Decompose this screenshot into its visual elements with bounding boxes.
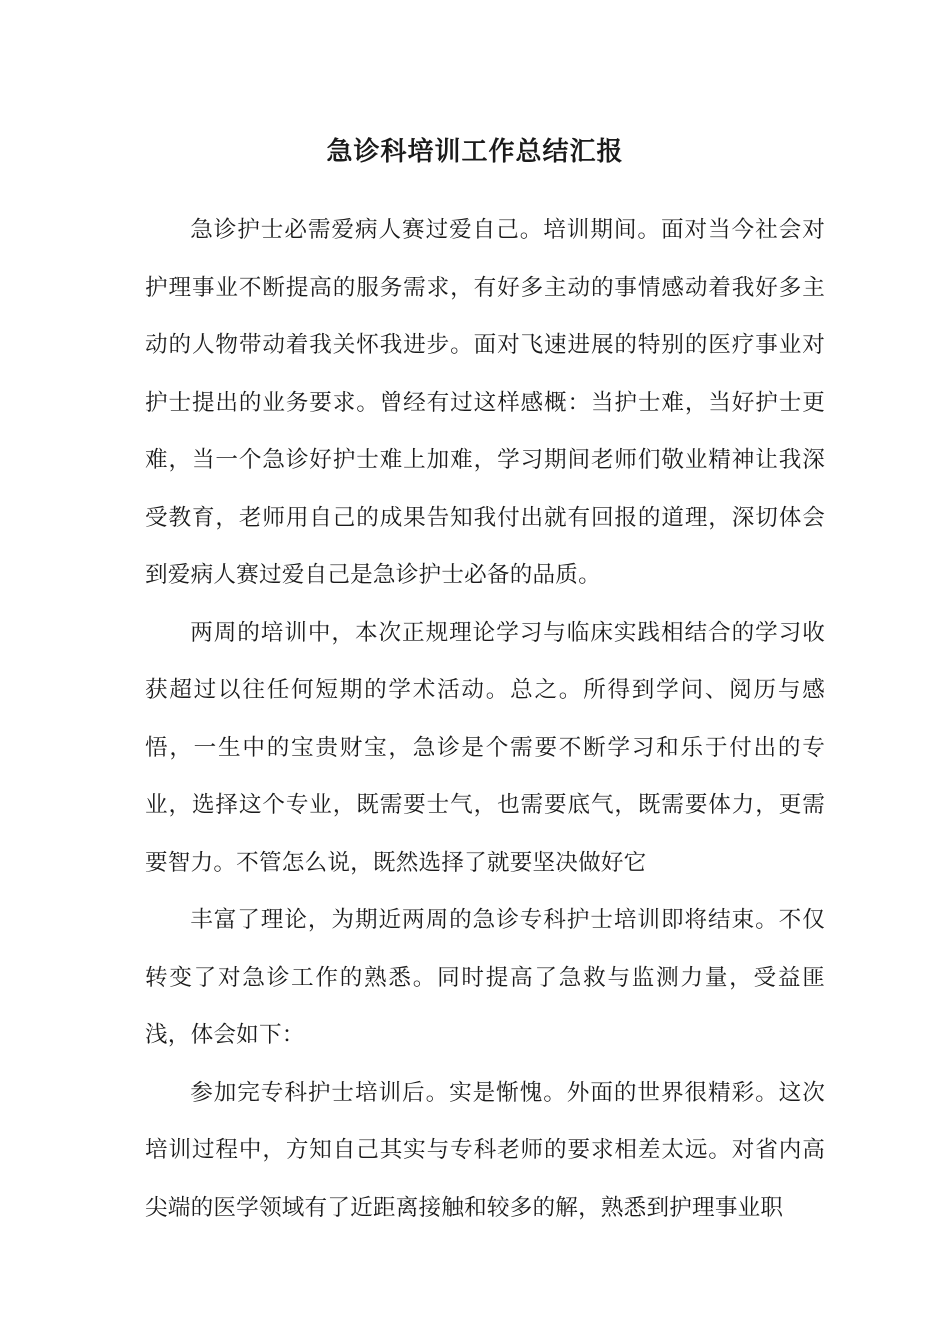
- paragraph-4: 参加完专科护士培训后。实是惭愧。外面的世界很精彩。这次培训过程中，方知自己其实与专科老师的要求相差太远。对省内高尖端的医学领域有了近距离接触和较多的解，熟悉到护理事业职: [145, 1079, 825, 1221]
- document-body: [145, 202, 825, 1237]
- paragraph-2: 两周的培训中，本次正规理论学习与临床实践相结合的学习收获超过以往任何短期的学术活动。总之。所得到学问、阅历与感悟，一生中的宝贵财宝，急诊是个需要不断学习和乐于付出的专业，选择这个专业，既需要士气，也需要底气，既需要体力，更需要智力。不管怎么说，既然选择了就要坚决做好它: [145, 619, 825, 876]
- document-title: 急诊科培训工作总结汇报: [326, 137, 624, 167]
- paragraph-1: 急诊护士必需爱病人赛过爱自己。培训期间。面对当今社会对护理事业不断提高的服务需求，有好多主动的事情感动着我好多主动的人物带动着我关怀我进步。面对飞速进展的特别的医疗事业对护士提出的业务要求。曾经有过这样感概：当护士难，当好护士更难，当一个急诊好护士难上加难，学习期间老师们敬业精神让我深受教育，老师用自己的成果告知我付出就有回报的道理，深切体会到爱病人赛过爱自己是急诊护士必备的品质。: [145, 217, 825, 588]
- paragraph-3: 丰富了理论，为期近两周的急诊专科护士培训即将结束。不仅转变了对急诊工作的熟悉。同时提高了急救与监测力量，受益匪浅，体会如下：: [145, 907, 825, 1048]
